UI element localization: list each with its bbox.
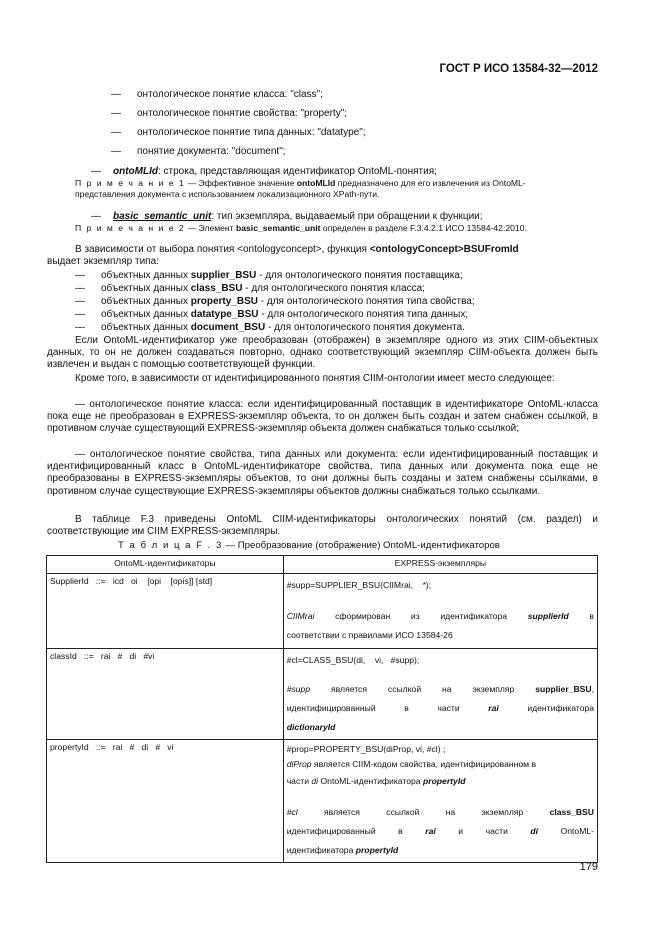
type-text: объектных данных bbox=[101, 270, 191, 281]
cell-text: идентифицированный в части bbox=[286, 703, 489, 713]
cell-text: идентифицированный в bbox=[286, 826, 426, 836]
cell-text: OntoML-идентификатора bbox=[318, 776, 423, 786]
function-name: <ontologyConcept>BSUFromId bbox=[369, 244, 519, 255]
table-cell bbox=[283, 649, 597, 740]
cell-text: является CIIM-кодом свойства, идентифицированном в bbox=[311, 759, 537, 769]
type-text: - для онтологического понятия документа. bbox=[265, 322, 465, 333]
express-instance: #cl=CLASS_BSU(di, vi, #supp); bbox=[286, 655, 420, 665]
table-caption bbox=[118, 540, 500, 551]
bsu-line bbox=[91, 211, 483, 223]
dash: — bbox=[75, 270, 85, 281]
type-text: - для онтологического понятия поставщика; bbox=[256, 270, 463, 281]
paragraph-reuse: Если OntoML-идентификатор уже преобразован (отображен) в экземпляре одного из этих CIIM-объектных данных, то он не должен создаваться повторно, однако соответствующий экземпляр CIIM-объекта должен быть извлечен и выдан с помощью соответствующей функции. bbox=[47, 335, 598, 371]
paragraph-class-concept: — онтологическое понятие класса: если идентифицированный поставщик в идентификаторе OntoML-класса пока еще не преобразован в EXPRESS-экземпляр объекта, то он должен быть создан и затем снабжен ссылкой, в противном случае существующий EXPRESS-экземпляр объекта должен снабжаться только ссылкой; bbox=[47, 399, 598, 435]
cell-term: rai bbox=[425, 826, 436, 836]
type-name: document_BSU bbox=[190, 322, 266, 333]
bsu-desc: : тип экземпляра, выдаваемый при обращении к функции; bbox=[211, 211, 483, 222]
paragraph-table-intro: В таблице F.3 приведены OntoML CIIM-идентификаторы онтологических понятий (см. раздел) и соответствующие им CIIM EXPRESS-экземпляры. bbox=[47, 514, 598, 538]
table-caption-label: Т а б л и ц а F . 3 bbox=[118, 540, 223, 551]
type-text: объектных данных bbox=[101, 322, 191, 333]
paragraph-property-concept: — онтологическое понятие свойства, типа данных или документа: если идентифицированный поставщик и идентифицированный класс в OntoML-идентификаторе свойства, типа данных или документа пока еще не преобразованы в EXPRESS-экземпляры объектов, то они должны быть созданы и затем снабжены ссылками, в противном случае существующие EXPRESS-экземпляры объектов должны снабжаться только ссылками. bbox=[47, 449, 598, 497]
dash: — bbox=[111, 108, 121, 119]
cell-term: class_BSU bbox=[549, 807, 594, 817]
ontoml-identifier: SupplierId ::= icd oi [opi [opis]] [std] bbox=[50, 576, 213, 586]
note-text: — Эффективное значение bbox=[185, 178, 297, 188]
table-caption-text: — Преобразование (отображение) OntoML-идентификаторов bbox=[222, 540, 500, 551]
type-text: объектных данных bbox=[101, 309, 191, 320]
table-row bbox=[47, 740, 598, 863]
ontomlid-desc: : строка, представляющая идентификатор OntoML-понятия; bbox=[157, 166, 437, 177]
cell-term: supplierId bbox=[527, 611, 569, 621]
table-cell bbox=[47, 649, 284, 740]
type-name: supplier_BSU bbox=[190, 270, 257, 281]
cell-text bbox=[287, 822, 594, 841]
type-item bbox=[75, 322, 465, 334]
type-name: class_BSU bbox=[190, 283, 243, 294]
cell-text bbox=[287, 680, 594, 699]
note-label: П р и м е ч а н и е 2 bbox=[75, 223, 186, 233]
cell-text: является ссылкой на экземпляр bbox=[310, 684, 536, 694]
dash: — bbox=[111, 146, 121, 157]
dash: — bbox=[111, 127, 121, 138]
concept-text: онтологическое понятие свойства: "property"; bbox=[137, 108, 348, 119]
note-2 bbox=[75, 223, 527, 234]
bsu-term: basic_semantic_unit bbox=[113, 211, 212, 222]
paragraph-text: В зависимости от выбора понятия <ontologyconcept>, функция bbox=[75, 244, 370, 255]
table-cell bbox=[283, 574, 597, 649]
dash: — bbox=[75, 309, 85, 320]
dash: — bbox=[75, 296, 85, 307]
dash: — bbox=[111, 89, 121, 100]
table-cell bbox=[283, 740, 597, 863]
table-header-cell: EXPRESS-экземпляры bbox=[283, 556, 597, 574]
cell-text: в bbox=[568, 611, 594, 621]
cell-text bbox=[287, 772, 594, 791]
cell-text: CIIMrai bbox=[286, 611, 315, 621]
cell-term: supplier_BSU bbox=[535, 684, 592, 694]
table-row bbox=[47, 574, 598, 649]
note-text: — Элемент bbox=[185, 223, 236, 233]
type-item bbox=[75, 283, 425, 295]
note-term: basic_semantic_unit bbox=[236, 223, 321, 233]
note-text: предназначено для его извлечения из OntoML- bbox=[335, 178, 526, 188]
type-text: - для онтологического понятия типа данных; bbox=[258, 309, 469, 320]
note-term: ontoMLId bbox=[296, 178, 336, 188]
cell-text bbox=[287, 699, 594, 718]
cell-text: идентификатора bbox=[498, 703, 594, 713]
cell-term: propertyId bbox=[422, 776, 466, 786]
express-instance: #supp=SUPPLIER_BSU(CIIMrai, *); bbox=[286, 580, 432, 590]
table-cell bbox=[47, 574, 284, 649]
paragraph-function bbox=[47, 244, 598, 268]
express-instance: #prop=PROPERTY_BSU(diProp, vi, #cl) ; bbox=[286, 744, 446, 754]
cell-text: сформирован из идентификатора bbox=[314, 611, 528, 621]
cell-text: , bbox=[591, 684, 594, 694]
type-text: - для онтологического понятия класса; bbox=[242, 283, 425, 294]
cell-term: di bbox=[530, 826, 539, 836]
cell-term: propertyId bbox=[355, 845, 399, 855]
note-text: определен в разделе F.3.4.2.1 ИСО 13584-42:2010. bbox=[320, 223, 527, 233]
table-cell bbox=[47, 740, 284, 863]
type-name: property_BSU bbox=[190, 296, 258, 307]
type-item bbox=[75, 270, 463, 282]
cell-text: является ссылкой на экземпляр bbox=[297, 807, 550, 817]
cell-text bbox=[287, 803, 594, 822]
ontoml-identifier: classId ::= rai # di #vi bbox=[50, 651, 155, 661]
cell-text: OntoML- bbox=[538, 826, 594, 836]
concept-text: онтологическое понятие типа данных: "datatype"; bbox=[137, 127, 366, 138]
note-label: П р и м е ч а н и е 1 bbox=[75, 178, 186, 188]
page-number: 179 bbox=[579, 861, 598, 873]
cell-text: идентификатора bbox=[286, 845, 356, 855]
concept-text: онтологическое понятие класса: "class"; bbox=[137, 89, 323, 100]
cell-text: di bbox=[311, 776, 319, 786]
table-row bbox=[47, 649, 598, 740]
type-text: объектных данных bbox=[101, 283, 191, 294]
concept-item bbox=[111, 108, 347, 120]
note-1 bbox=[75, 178, 599, 199]
cell-text bbox=[287, 757, 594, 772]
ontomlid-line bbox=[91, 166, 437, 178]
concept-item bbox=[111, 89, 323, 101]
ontoml-identifier: propertyId ::= rai # di # vi bbox=[50, 742, 174, 752]
paragraph-additionally: Кроме того, в зависимости от идентифицированного понятия CIIM-онтологии имеет место следующее: bbox=[75, 373, 555, 384]
type-name: datatype_BSU bbox=[190, 309, 259, 320]
cell-text: #supp bbox=[286, 684, 311, 694]
type-item bbox=[75, 296, 475, 308]
cell-text: diProp bbox=[286, 759, 312, 769]
table-header-row bbox=[47, 556, 598, 574]
note-text: представления документа с использованием локализационного XPath-пути. bbox=[75, 188, 380, 199]
type-item bbox=[75, 309, 468, 321]
mapping-table bbox=[46, 555, 598, 863]
dash: — bbox=[91, 166, 101, 177]
cell-term: rai bbox=[488, 703, 499, 713]
cell-text: соответствии с правилами ИСО 13584-26 bbox=[286, 630, 453, 640]
concept-text: понятие документа: "document"; bbox=[137, 146, 286, 157]
dash: — bbox=[75, 283, 85, 294]
dash: — bbox=[75, 322, 85, 333]
cell-text: части bbox=[286, 776, 312, 786]
cell-text: и части bbox=[435, 826, 531, 836]
cell-text bbox=[287, 841, 594, 860]
ontomlid-term: ontoMLId bbox=[113, 166, 158, 177]
cell-term: dictionaryId bbox=[286, 722, 336, 732]
type-text: объектных данных bbox=[101, 296, 191, 307]
cell-text bbox=[287, 607, 594, 626]
document-header: ГОСТ Р ИСО 13584-32—2012 bbox=[439, 63, 598, 75]
dash: — bbox=[91, 211, 101, 222]
concept-item bbox=[111, 146, 286, 158]
table-header-cell: OntoML-идентификаторы bbox=[47, 556, 284, 574]
cell-text: #cl bbox=[286, 807, 298, 817]
paragraph-text: выдает экземпляр типа: bbox=[47, 256, 159, 268]
concept-item bbox=[111, 127, 366, 139]
type-text: - для онтологического понятия типа свойства; bbox=[257, 296, 475, 307]
